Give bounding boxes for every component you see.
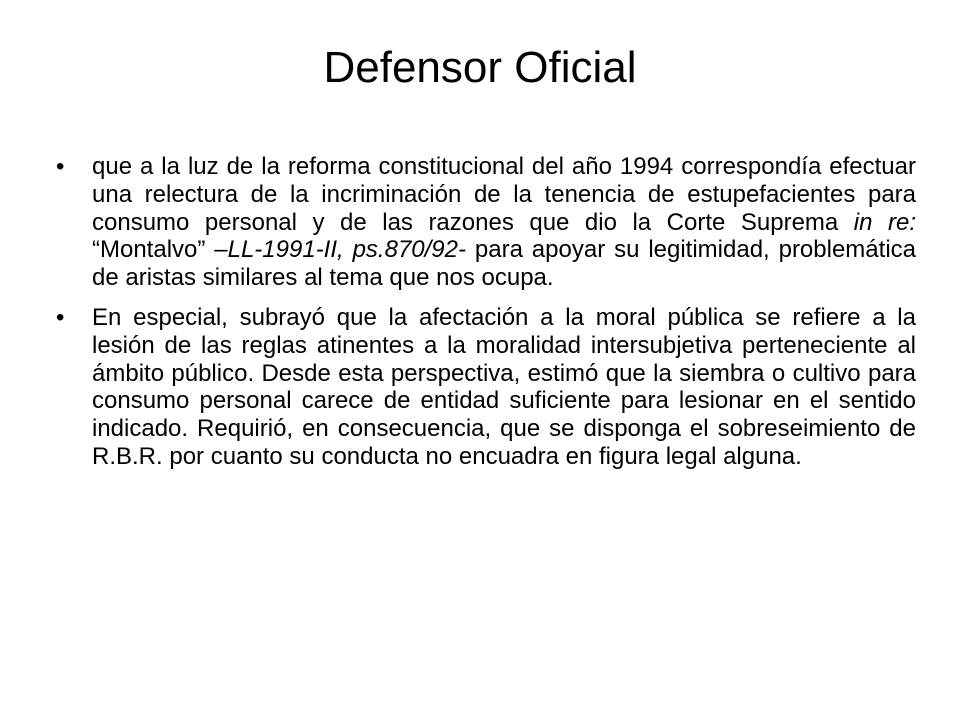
italic-text-segment: in re: xyxy=(853,208,916,236)
bullet-text xyxy=(92,153,916,292)
text-segment: que a la luz de la reforma constitucional del año 1994 correspondía efectuar una relectura de la incriminación de la tenencia de estupefacientes para consumo personal y de las razones que dio la Corte Suprema xyxy=(92,153,916,236)
slide-title: Defensor Oficial xyxy=(323,43,637,92)
bullet-text xyxy=(92,304,916,471)
bullet-list xyxy=(56,153,916,471)
bullet-item xyxy=(56,153,916,292)
text-segment: En especial, subrayó que la afectación a la moral pública se refiere a la lesión de las reglas atinentes a la moralidad intersubjetiva perteneciente al ámbito público. Desde esta perspectiva, estimó que la siembra o cultivo para consumo personal carece de entidad suficiente para lesionar en el sentido indicado. Requirió, en consecuencia, que se disponga el sobreseimiento de R.B.R. por cuanto su conducta no encuadra en figura legal alguna. xyxy=(92,303,916,470)
italic-text-segment: –LL-1991-II, ps.870/92- xyxy=(214,236,466,264)
bullet-point-icon: • xyxy=(56,153,65,180)
text-segment: para apoyar su legitimidad, problemática de aristas similares al tema que nos ocupa. xyxy=(92,236,916,292)
text-segment: “Montalvo” xyxy=(92,236,215,264)
bullet-point-icon: • xyxy=(56,303,65,331)
bullet-item xyxy=(56,304,916,471)
